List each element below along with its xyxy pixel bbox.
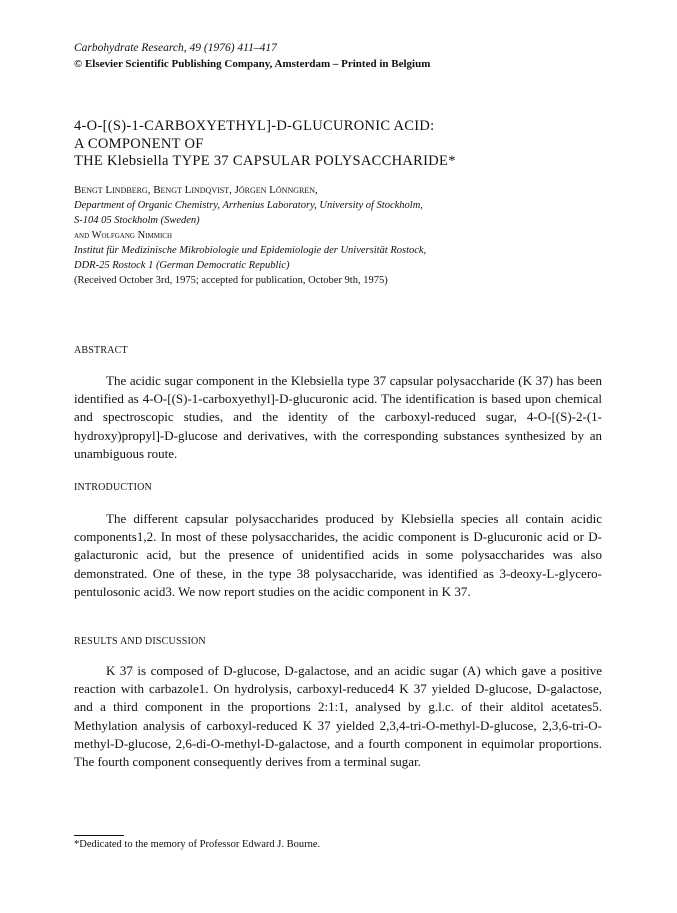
footnote-rule (74, 835, 124, 836)
affiliation-1-line-1: Department of Organic Chemistry, Arrhenius Laboratory, University of Stockholm, (74, 200, 423, 211)
title-line-3: THE Klebsiella TYPE 37 CAPSULAR POLYSACCHARIDE* (74, 153, 456, 169)
paper-title (74, 118, 456, 171)
received-dates: (Received October 3rd, 1975; accepted for publication, October 9th, 1975) (74, 275, 388, 286)
title-line-1: 4-O-[(S)-1-CARBOXYETHYL]-D-GLUCURONIC ACID: (74, 118, 435, 134)
author-names-1: Bengt Lindberg, Bengt Lindqvist, Jörgen Lönngren, (74, 184, 318, 196)
introduction-text (74, 510, 602, 601)
affiliation-2-line-1: Institut für Medizinische Mikrobiologie und Epidemiologie der Universität Rostock, (74, 245, 427, 256)
results-text (74, 662, 602, 771)
results-heading: RESULTS AND DISCUSSION (74, 636, 206, 647)
author-names-2: and Wolfgang Nimmich (74, 230, 172, 241)
footnote: *Dedicated to the memory of Professor Edward J. Bourne. (74, 839, 321, 850)
abstract-text (74, 372, 602, 463)
publisher-line: © Elsevier Scientific Publishing Company, Amsterdam – Printed in Belgium (74, 58, 431, 70)
introduction-body: The different capsular polysaccharides produced by Klebsiella species all contain acidic components1,2. In most of these polysaccharides, the acidic component is D-glucuronic acid or D-galacturonic acid, but the presence of unidentified acids in some polysaccharides was also demonstrated. One of these, in the type 38 polysaccharide, was identified as 3-deoxy-L-glycero-pentulosonic acid3. We now report studies on the acidic component in K 37. (74, 511, 602, 599)
affiliation-1-line-2: S-104 05 Stockholm (Sweden) (74, 215, 200, 226)
title-line-2: A COMPONENT OF (74, 135, 204, 152)
journal-citation: Carbohydrate Research, 49 (1976) 411–417 (74, 42, 277, 54)
author-block (74, 183, 634, 288)
introduction-heading: INTRODUCTION (74, 482, 152, 493)
abstract-heading: ABSTRACT (74, 345, 128, 356)
abstract-body: The acidic sugar component in the Klebsiella type 37 capsular polysaccharide (K 37) has been identified as 4-O-[(S)-1-carboxyethyl]-D-glucuronic acid. The identification is based upon chemical and spectroscopic studies, and the identity of the carboxyl-reduced sugar, 4-O-[(S)-2-(1-hydroxy)propyl]-D-glucose and derivatives, with the corresponding substances synthesized by an unambiguous route. (74, 373, 602, 461)
journal-header (74, 40, 430, 72)
results-body: K 37 is composed of D-glucose, D-galactose, and an acidic sugar (A) which gave a positive reaction with carbazole1. On hydrolysis, carboxyl-reduced4 K 37 yielded D-glucose, D-galactose, and a third component in the proportions 2:1:1, analysed by g.l.c. of their alditol acetates5. Methylation analysis of carboxyl-reduced K 37 yielded 2,3,4-tri-O-methyl-D-glucose, 2,3,6-tri-O-methyl-D-glucose, 2,6-di-O-methyl-D-galactose, and a fourth component in equimolar proportions. The fourth component consequently derives from a terminal sugar. (74, 663, 602, 770)
affiliation-2-line-2: DDR-25 Rostock 1 (German Democratic Republic) (74, 260, 290, 271)
